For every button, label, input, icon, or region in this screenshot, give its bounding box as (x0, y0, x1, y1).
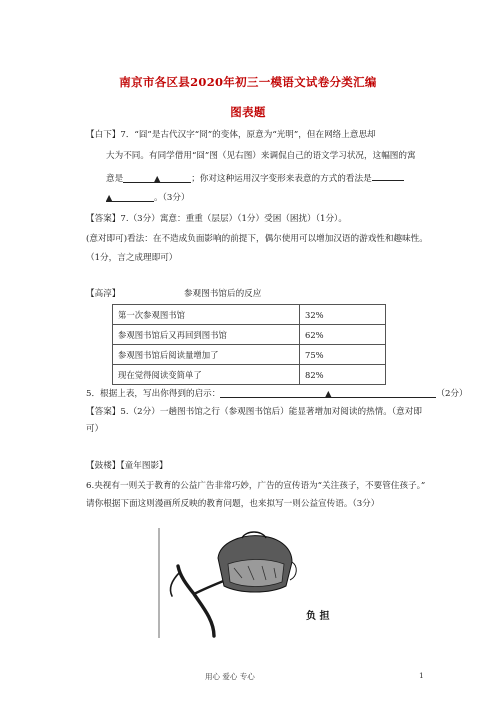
a7-line-3: （1分，言之成理即可） (86, 253, 178, 263)
q5-tag: 【高淳】 (86, 289, 121, 299)
triangle-marker-icon: ▲ (106, 193, 113, 202)
table-cell-value: 32% (300, 305, 386, 325)
page-number: 1 (419, 671, 424, 680)
triangle-marker-icon: ▲ (325, 389, 332, 398)
q5-score: （2分） (436, 389, 468, 399)
table-row (113, 345, 386, 365)
q5-answer-blank[interactable] (220, 388, 436, 398)
q7-line-2: 大为不同。有同学借用“囧”图（见右图）来调侃自己的语文学习状况，这幅图的寓 (106, 151, 416, 161)
table-cell-value: 82% (300, 365, 386, 385)
table-cell-label: 现在觉得阅读变简单了 (113, 365, 300, 385)
survey-table (112, 304, 386, 385)
a5-line-1: 【答案】5.（2分）一趟图书馆之行（参观图书馆后）能显著增加对阅读的热情。（意对即 (86, 407, 422, 417)
table-row (113, 325, 386, 345)
q7-line-4 (106, 192, 190, 204)
a7-line-2: (意对即可)看法：在不造成负面影响的前提下，偶尔使用可以增加汉语的游戏性和趣味性。 (86, 234, 428, 244)
q5-table-title: 参观图书馆后的反应 (184, 289, 262, 299)
table-cell-value: 62% (300, 325, 386, 345)
q7-answer-blank-2[interactable] (372, 171, 404, 181)
section-title: 图表题 (230, 105, 266, 119)
q7-line-3 (106, 171, 404, 185)
q7-answer-blank-1[interactable] (123, 173, 191, 183)
table-row (113, 365, 386, 385)
document-title: 南京市各区县2020年初三一模语文试卷分类汇编 (119, 75, 377, 89)
table-cell-value: 75% (300, 345, 386, 365)
a5-line-2: 可） (86, 424, 104, 434)
table-row (113, 305, 386, 325)
cartoon-caption: 负 担 (306, 611, 330, 622)
q7-answer-blank-3[interactable] (106, 192, 154, 202)
q5-prompt: 5．根据上表，写出你得到的启示： (86, 389, 221, 399)
table-cell-label: 参观图书馆后阅读量增加了 (113, 345, 300, 365)
a7-line-1: 【答案】7.（3分）寓意：重重（层层）（1分）受困（困扰）（1分）。 (86, 214, 347, 224)
footer-motto: 用心 爱心 专心 (205, 672, 255, 681)
q5-prompt-line (86, 388, 468, 400)
q7-line-4-suffix: 。（3分） (154, 193, 190, 203)
q7-line-3-prefix: 意是 (106, 174, 124, 184)
triangle-marker-icon: ▲ (154, 174, 161, 183)
table-cell-label: 参观图书馆后又再回到图书馆 (113, 325, 300, 345)
q6-tags: 【鼓楼】【童年图影】 (86, 461, 168, 471)
q7-line-1: 【白下】7．“囧”是古代汉字“冏”的变体，原意为“光明”，但在网络上意思却 (86, 130, 376, 140)
q6-line-2: 请你根据下面这则漫画所反映的教育问题，也来拟写一则公益宣传语。（3分） (86, 499, 380, 509)
q6-line-1: 6.央视有一则关于教育的公益广告非常巧妙，广告的宣传语为“关注孩子，不要管住孩子。” (86, 481, 426, 491)
q7-line-3-suffix: ；你对这种运用汉字变形来表意的方式的看法是 (191, 174, 372, 184)
table-cell-label: 第一次参观图书馆 (113, 305, 300, 325)
